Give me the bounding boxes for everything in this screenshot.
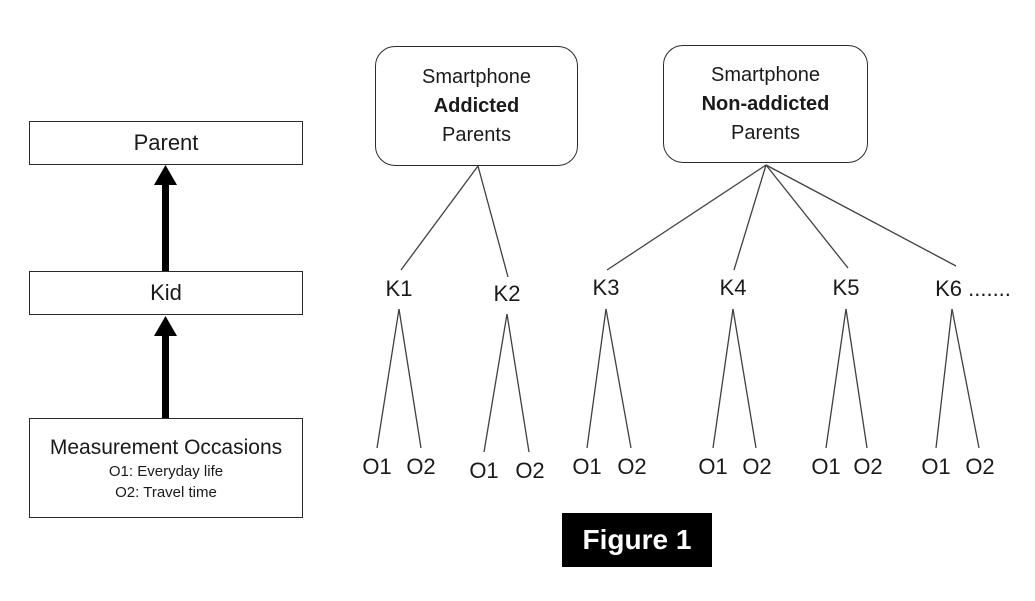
nonaddicted-box-line3: Parents — [731, 121, 800, 144]
occasion-k2-o1: O1 — [469, 458, 499, 483]
occasion-k5-o2: O2 — [853, 454, 883, 479]
edge-k4-o1 — [713, 309, 733, 448]
measurement-occasion-1: O1: Everyday life — [108, 462, 224, 480]
nonaddicted-box-line2: Non-addicted — [701, 92, 830, 115]
kid-node-k2: K2 — [493, 281, 521, 306]
measurement-occasion-2: O2: Travel time — [115, 483, 217, 501]
parent-box-label: Parent — [133, 130, 199, 155]
edge-k4-o2 — [733, 309, 756, 448]
kid-box — [29, 271, 303, 315]
edge-nonaddicted-to-k3 — [607, 165, 766, 270]
smartphone-nonaddicted-parents-box — [663, 45, 868, 163]
parent-box — [29, 121, 303, 165]
arrow-kid-to-parent — [154, 165, 177, 271]
kid-box-label: Kid — [150, 280, 182, 305]
edge-k2-o2 — [507, 314, 529, 452]
edge-k1-o1 — [377, 309, 399, 448]
edge-nonaddicted-to-k5 — [766, 165, 848, 268]
kid-node-k1: K1 — [385, 276, 413, 301]
measurement-occasions-box — [29, 418, 303, 518]
occasion-k2-o2: O2 — [515, 458, 545, 483]
occasion-k1-o1: O1 — [362, 454, 392, 479]
kid-node-k6: K6 ....... — [935, 276, 1011, 301]
edge-k5-o2 — [846, 309, 867, 448]
edge-addicted-to-k1 — [401, 166, 478, 270]
occasion-k3-o1: O1 — [572, 454, 602, 479]
smartphone-addicted-parents-box — [375, 46, 578, 166]
edge-k5-o1 — [826, 309, 846, 448]
addicted-box-line1: Smartphone — [422, 65, 531, 88]
occasion-k4-o2: O2 — [742, 454, 772, 479]
kid-node-k3: K3 — [592, 275, 620, 300]
occasion-k1-o2: O2 — [406, 454, 436, 479]
edge-k6-o1 — [936, 309, 952, 448]
occasion-k5-o1: O1 — [811, 454, 841, 479]
arrow-measurement-to-kid — [154, 316, 177, 418]
figure-caption — [562, 513, 712, 567]
nonaddicted-box-line1: Smartphone — [711, 63, 820, 86]
occasion-k4-o1: O1 — [698, 454, 728, 479]
edge-nonaddicted-to-k6 — [766, 165, 956, 266]
addicted-box-line2: Addicted — [433, 94, 520, 117]
kid-node-k4: K4 — [719, 275, 747, 300]
edge-nonaddicted-to-k4 — [734, 165, 766, 270]
edge-k2-o1 — [484, 314, 507, 452]
occasion-k6-o1: O1 — [921, 454, 951, 479]
edge-k1-o2 — [399, 309, 421, 448]
edge-k3-o1 — [587, 309, 606, 448]
figure-caption-label: Figure 1 — [582, 524, 692, 555]
edge-k3-o2 — [606, 309, 631, 448]
addicted-box-line3: Parents — [442, 123, 511, 146]
measurement-box-title: Measurement Occasions — [49, 435, 283, 459]
kid-node-k5: K5 — [832, 275, 860, 300]
edge-addicted-to-k2 — [478, 166, 508, 277]
occasion-k3-o2: O2 — [617, 454, 647, 479]
edge-k6-o2 — [952, 309, 979, 448]
occasion-k6-o2: O2 — [965, 454, 995, 479]
